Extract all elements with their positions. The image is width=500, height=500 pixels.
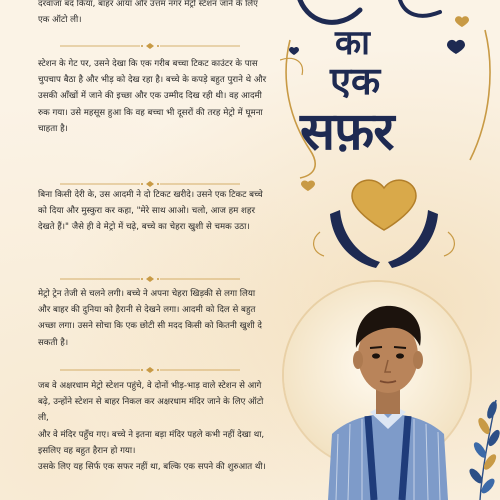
story-paragraph-5: जब वे अक्षरधाम मेट्रो स्टेशन पहुंचे, वे दोनों भीड़-भाड़ वाले स्टेशन से आगे बढ़े, उन्होंने स्टेशन से बाहर निकल कर अक्षरधाम मंदिर जाने के लिए ऑटो ली, और वे मंदिर पहुँच गए। बच्चे ने इतना बड़ा मंदिर पहले कभी नहीं देखा था, इसलिए वह बहुत हैरान हो गया। उसके लिए यह सिर्फ एक सफर नहीं था, बल्कि एक सपने की शुरुआत थी। [38,381,266,473]
ornament-divider [60,366,240,374]
heart-icon [352,180,416,230]
ornament-divider [60,180,240,188]
leaf-branch-icon [440,390,500,500]
story-paragraph-1: दरवाजा बंद किया, बाहर आया और उत्तम नगर मेट्रो स्टेशन जाने के लिए एक ऑटो ली। [38,0,258,26]
story-paragraph-3: बिना किसी देरी के, उस आदमी ने दो टिकट खरीदे। उसने एक टिकट बच्चे को दिया और मुस्कुरा कर कहा, "मेरे साथ आओ। चलो, आज हम शहर देखते हैं।" जैसे ही वे मेट्रो में चढ़े, बच्चे का चेहरा खुशी से चमक उठा। [38,190,263,233]
title-word-ka: का [335,23,370,63]
ornament-divider [60,275,240,283]
title-word-safar: सफ़र [300,101,394,162]
title-word-ek: एक [330,58,381,103]
heart-icon [301,181,315,191]
story-paragraph-2: स्टेशन के गेट पर, उसने देखा कि एक गरीब बच्चा टिकट काउंटर के पास चुपचाप बैठा है और भीड़ को देख रहा है। बच्चे के कपड़े बहुत पुराने थे और उसकी आँखों में जाने की इच्छा और एक उम्मीद दिख रही थी। वह आदमी रुक गया। उसे महसूस हुआ कि वह बच्चा भी दूसरों की तरह मेट्रो में घूमना चाहता है। [38,59,267,134]
boy-portrait-image [318,284,458,500]
heart-icon [289,47,299,55]
heart-icon [455,16,469,27]
story-paragraph-4: मेट्रो ट्रेन तेजी से चलने लगी। बच्चे ने अपना चेहरा खिड़की से लगा लिया और बाहर की दुनिया को हैरानी से देखने लगा। आदमी को दिल से बहुत अच्छा लगा। उसने सोचा कि एक छोटी सी मदद किसी को कितनी खुशी दे सकती है। [38,289,262,348]
heart-icon [447,40,465,54]
ornament-divider [60,42,240,50]
